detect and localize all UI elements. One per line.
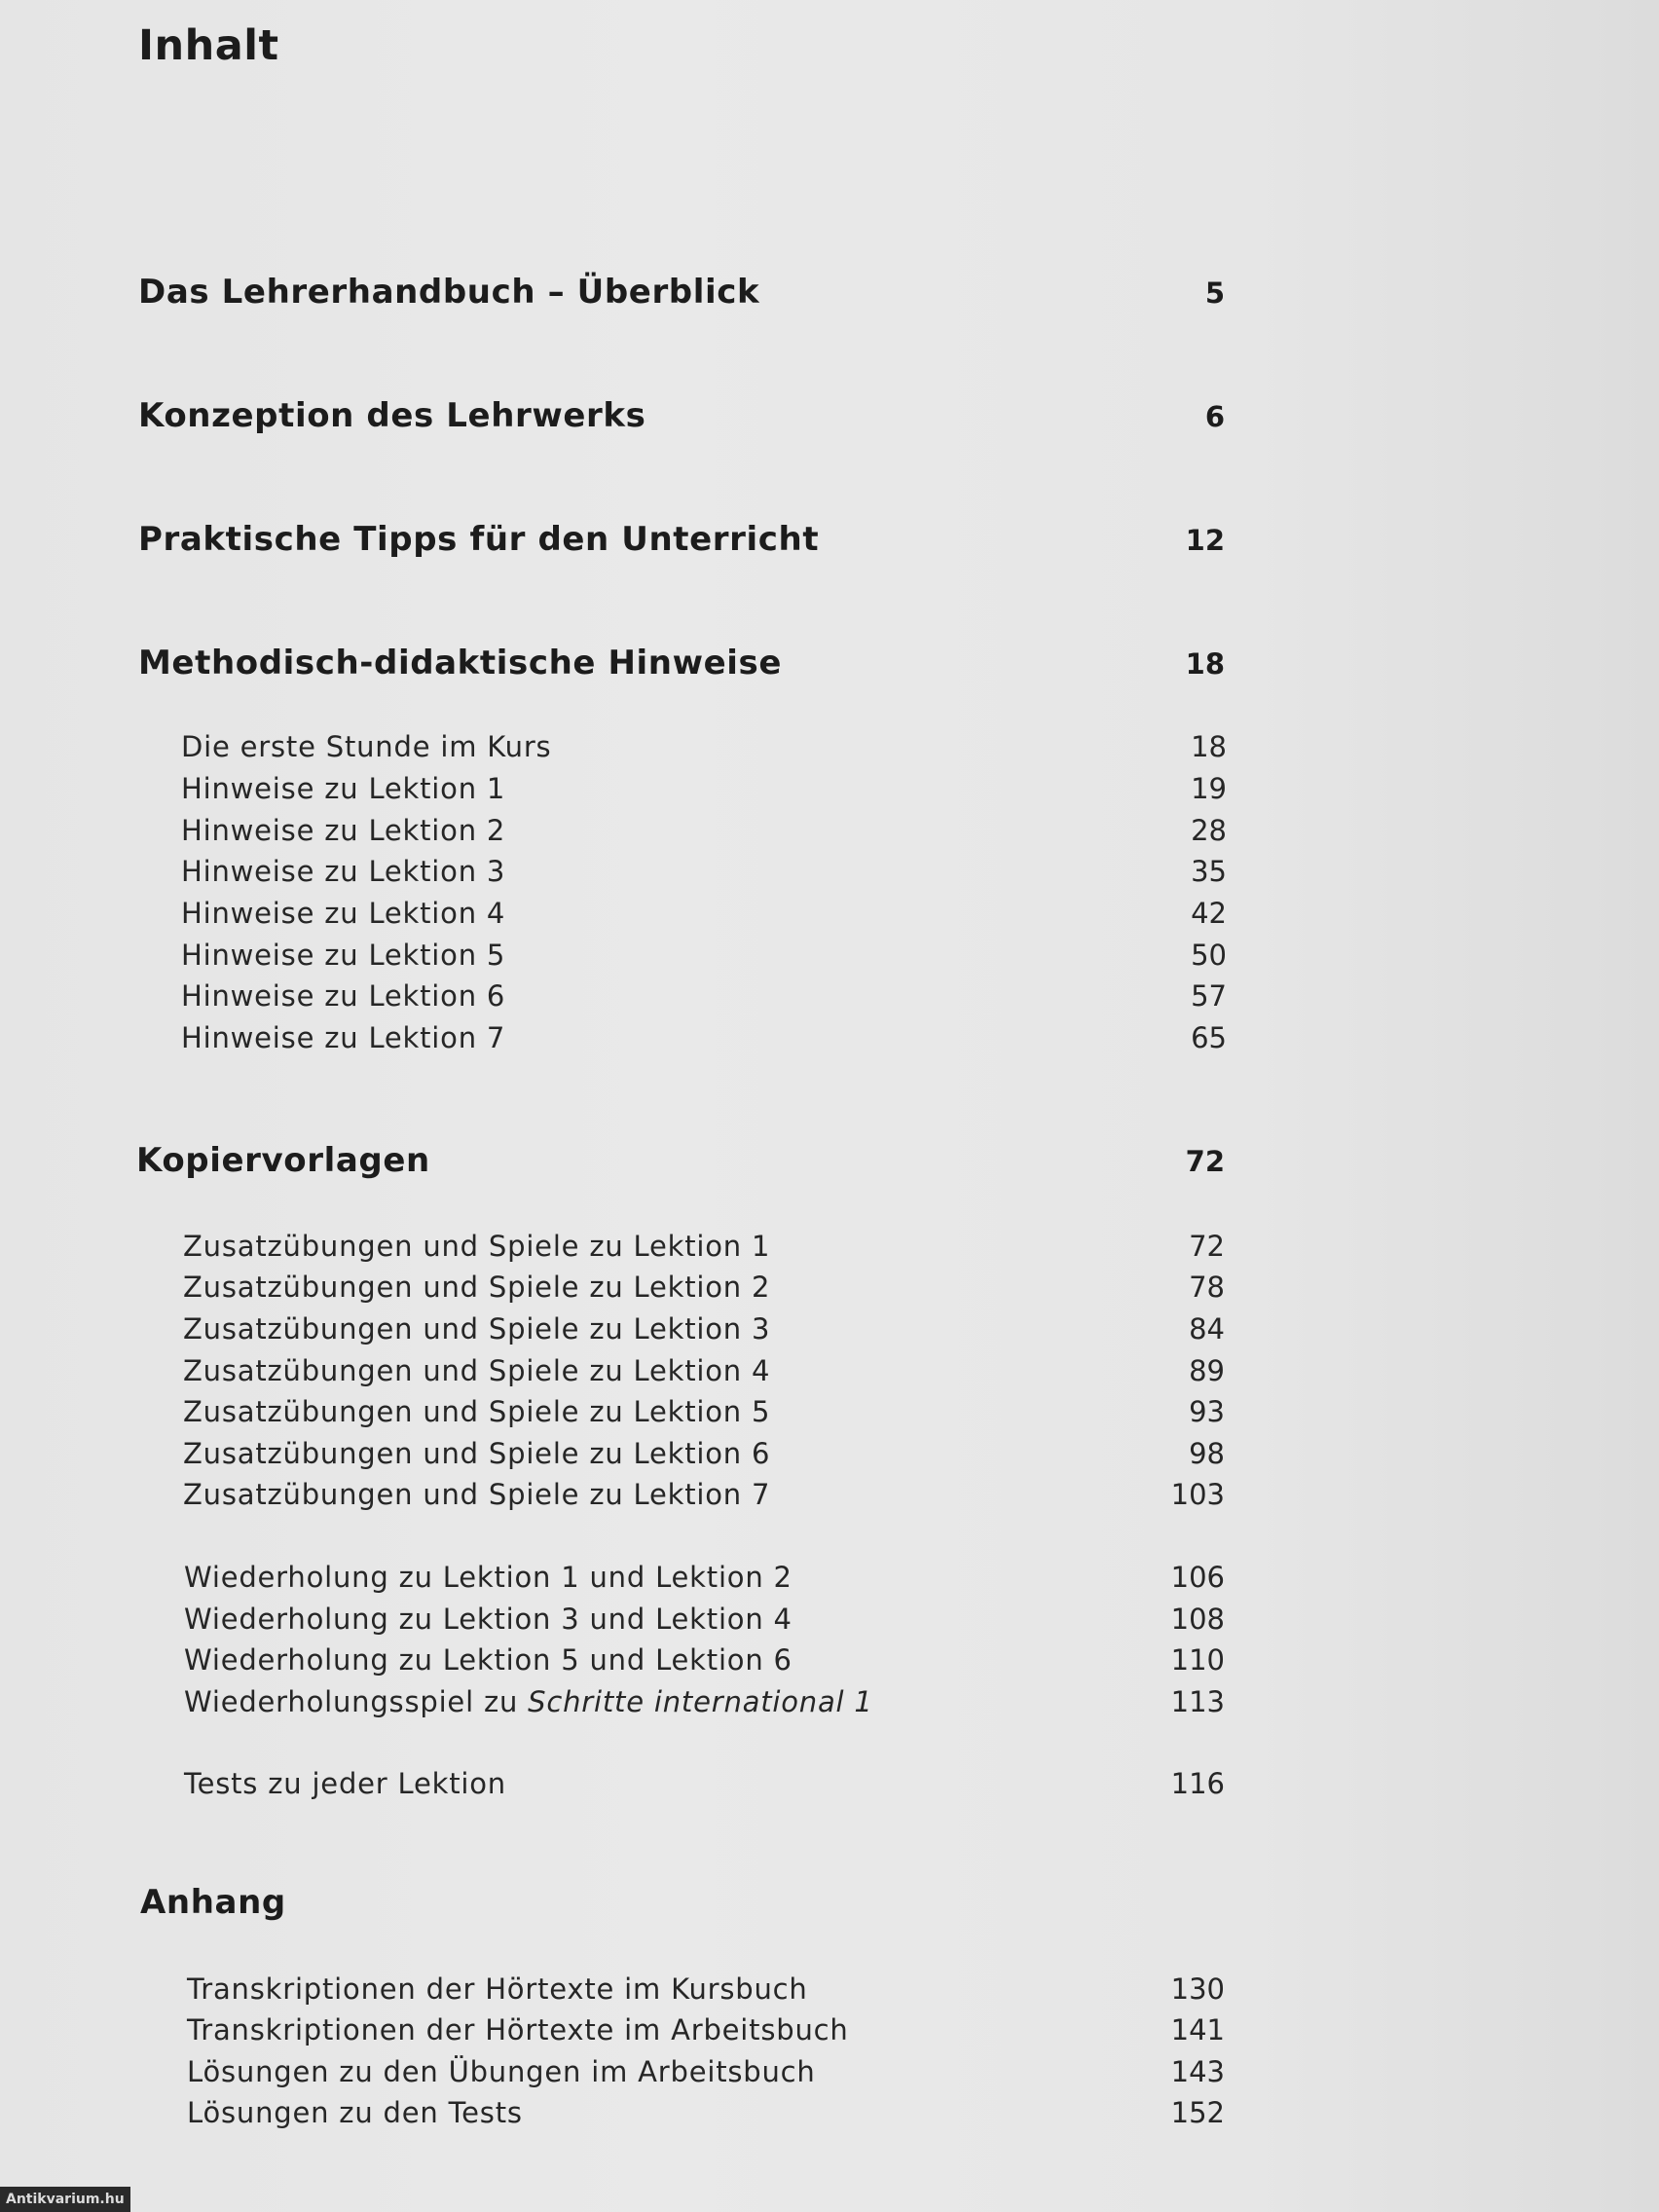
toc-item-label: Transkriptionen der Hörtexte im Kursbuch [187,1972,808,2006]
toc-page-number: 50 [1191,939,1227,972]
toc-heading-label: Methodisch-didaktische Hinweise [138,644,783,682]
toc-item[interactable] [0,772,1659,817]
page-title: Inhalt [138,21,279,70]
toc-page-number: 108 [1170,1603,1225,1636]
toc-item-label: Zusatzübungen und Spiele zu Lektion 5 [183,1395,771,1428]
toc-item[interactable] [0,1395,1659,1440]
toc-item[interactable] [0,1271,1659,1315]
toc-item-label: Zusatzübungen und Spiele zu Lektion 1 [183,1230,771,1263]
toc-item-label: Hinweise zu Lektion 3 [181,855,506,888]
toc-item-label: Zusatzübungen und Spiele zu Lektion 6 [183,1437,771,1470]
toc-item[interactable] [0,979,1659,1024]
toc-item[interactable] [0,1972,1659,2017]
toc-page-number: 65 [1191,1021,1227,1054]
toc-page-number: 18 [1185,647,1225,681]
toc-item[interactable] [0,730,1659,775]
toc-heading-anhang[interactable] [0,1883,1659,1928]
toc-page-number: 72 [1189,1230,1225,1263]
toc-item-label: Lösungen zu den Übungen im Arbeitsbuch [187,2055,816,2088]
toc-heading-kopiervorlagen[interactable] [0,1141,1659,1186]
toc-page-number: 113 [1170,1685,1225,1718]
toc-item[interactable] [0,897,1659,941]
toc-page-number: 78 [1189,1271,1225,1304]
toc-item[interactable] [0,1685,1659,1730]
toc-heading-label: Konzeption des Lehrwerks [138,396,646,435]
toc-item-label: Hinweise zu Lektion 4 [181,897,506,930]
toc-item-label [184,1685,873,1718]
toc-page-number: 103 [1170,1478,1225,1511]
toc-item[interactable] [0,1312,1659,1357]
toc-item[interactable] [0,939,1659,983]
toc-page-number: 98 [1189,1437,1225,1470]
toc-item[interactable] [0,2013,1659,2058]
toc-page-number: 89 [1189,1354,1225,1387]
toc-item[interactable] [0,1437,1659,1482]
toc-page-number: 141 [1170,2013,1225,2046]
toc-item-label: Zusatzübungen und Spiele zu Lektion 7 [183,1478,771,1511]
toc-page-number: 106 [1170,1561,1225,1594]
toc-heading-ueberblick[interactable] [0,273,1659,317]
toc-page-number: 5 [1204,276,1225,310]
toc-item-label: Lösungen zu den Tests [187,2096,523,2129]
toc-item-label: Tests zu jeder Lektion [184,1767,506,1800]
book-title: Schritte international 1 [528,1685,873,1718]
toc-page-number: 116 [1170,1767,1225,1800]
toc-page-number: 110 [1170,1643,1225,1677]
toc-item-label: Hinweise zu Lektion 1 [181,772,506,805]
toc-item[interactable] [0,1230,1659,1274]
toc-page-number: 6 [1204,400,1225,433]
toc-page-number: 19 [1191,772,1227,805]
toc-item-label: Zusatzübungen und Spiele zu Lektion 2 [183,1271,771,1304]
toc-page-number: 42 [1191,897,1227,930]
toc-item[interactable] [0,1767,1659,1812]
toc-page-number: 72 [1185,1145,1225,1178]
toc-heading-label: Anhang [140,1883,286,1922]
watermark: Antikvarium.hu [0,2187,130,2212]
toc-page-number: 152 [1170,2096,1225,2129]
toc-item-label: Wiederholung zu Lektion 5 und Lektion 6 [184,1643,793,1677]
toc-item[interactable] [0,814,1659,859]
toc-page-number: 57 [1191,979,1227,1013]
toc-page-number: 143 [1170,2055,1225,2088]
toc-page-number: 93 [1189,1395,1225,1428]
toc-page-number: 28 [1191,814,1227,847]
toc-heading-hinweise[interactable] [0,644,1659,688]
toc-item-label-prefix: Wiederholungsspiel zu [184,1685,529,1718]
toc-item-label: Transkriptionen der Hörtexte im Arbeitsbuch [187,2013,849,2046]
toc-item-label: Hinweise zu Lektion 5 [181,939,506,972]
toc-item-label: Hinweise zu Lektion 2 [181,814,506,847]
toc-item[interactable] [0,1478,1659,1523]
toc-page-number: 84 [1189,1312,1225,1346]
toc-item[interactable] [0,1561,1659,1605]
toc-item[interactable] [0,855,1659,900]
toc-heading-konzeption[interactable] [0,396,1659,441]
toc-item-label: Zusatzübungen und Spiele zu Lektion 3 [183,1312,771,1346]
toc-item[interactable] [0,1603,1659,1647]
toc-item-label: Zusatzübungen und Spiele zu Lektion 4 [183,1354,771,1387]
toc-heading-label: Praktische Tipps für den Unterricht [138,520,820,559]
toc-page-number: 12 [1185,524,1225,557]
toc-page-number: 130 [1170,1972,1225,2006]
toc-heading-label: Kopiervorlagen [136,1141,430,1180]
toc-page-number: 35 [1191,855,1227,888]
toc-item-label: Wiederholung zu Lektion 3 und Lektion 4 [184,1603,793,1636]
toc-heading-label: Das Lehrerhandbuch – Überblick [138,273,760,312]
toc-item[interactable] [0,1021,1659,1066]
toc-item[interactable] [0,2096,1659,2141]
toc-heading-tipps[interactable] [0,520,1659,565]
toc-item-label: Die erste Stunde im Kurs [181,730,552,763]
toc-item[interactable] [0,2055,1659,2100]
toc-page-number: 18 [1191,730,1227,763]
toc-item-label: Hinweise zu Lektion 7 [181,1021,506,1054]
toc-item[interactable] [0,1354,1659,1399]
toc-item-label: Hinweise zu Lektion 6 [181,979,506,1013]
toc-item[interactable] [0,1643,1659,1688]
toc-item-label: Wiederholung zu Lektion 1 und Lektion 2 [184,1561,793,1594]
